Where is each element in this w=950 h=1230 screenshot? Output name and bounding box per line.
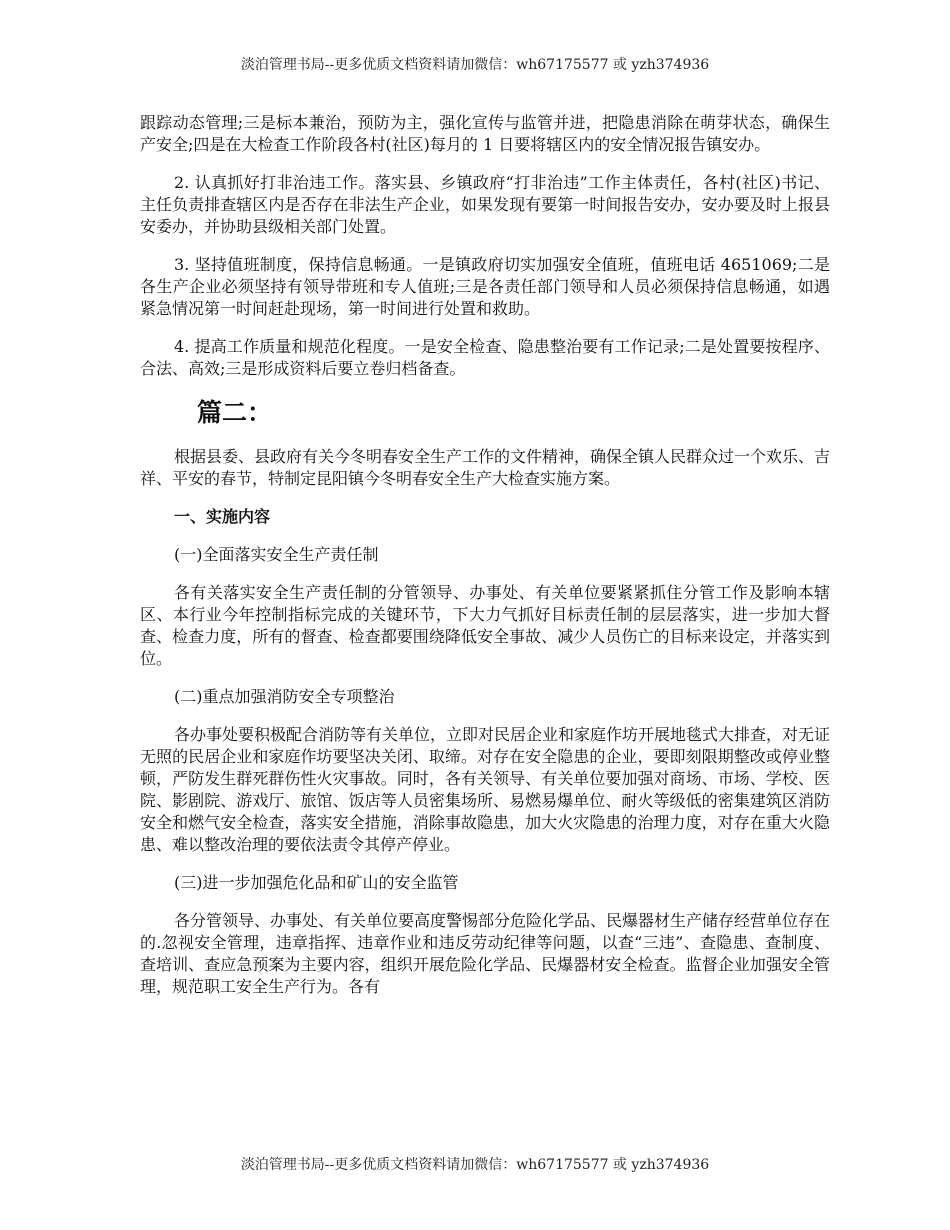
paragraph-3: 3. 坚持值班制度，保持信息畅通。一是镇政府切实加强安全值班，值班电话 4651069;二是各生产企业必须坚持有领导带班和专人值班;三是各责任部门领导和人员必须保持信息畅通，如遇紧急情况第一时间赶赴现场，第一时间进行处置和救助。 — [140, 255, 830, 318]
subheading-3: (三)进一步加强危化品和矿山的安全监管 — [174, 873, 459, 892]
chapter-heading: 篇二： — [197, 398, 273, 427]
section-heading: 一、实施内容 — [174, 507, 271, 526]
document-body — [140, 112, 830, 1014]
paragraph-7: 各办事处要积极配合消防等有关单位，立即对民居企业和家庭作坊开展地毯式大排查，对无证无照的民居企业和家庭作坊要坚决关闭、取缔。对存在安全隐患的企业，要即刻限期整改或停业整顿，严防发生群死群伤性火灾事故。同时，各有关领导、有关单位要加强对商场、市场、学校、医院、影剧院、游戏厅、旅馆、饭店等人员密集场所、易燃易爆单位、耐火等级低的密集建筑区消防安全和燃气安全检查，落实安全措施，消除事故隐患，加大火灾隐患的治理力度，对存在重大火隐患、难以整改治理的要依法责令其停产停业。 — [140, 725, 831, 854]
page-header: 淡泊管理书局--更多优质文档资料请加微信：wh67175577 或 yzh374936 — [240, 57, 710, 73]
subheading-2: (二)重点加强消防安全专项整治 — [174, 687, 395, 706]
paragraph-1: 跟踪动态管理;三是标本兼治，预防为主，强化宣传与监管并进，把隐患消除在萌芽状态，确保生产安全;四是在大检查工作阶段各村(社区)每月的 1 日要将辖区内的安全情况报告镇安办。 — [140, 113, 830, 154]
paragraph-6: 各有关落实安全生产责任制的分管领导、办事处、有关单位要紧紧抓住分管工作及影响本辖区、本行业今年控制指标完成的关键环节，下大力气抓好目标责任制的层层落实，进一步加大督查、检查力度，所有的督查、检查都要围绕降低安全事故、减少人员伤亡的目标来设定，并落实到位。 — [140, 583, 830, 668]
paragraph-4: 4. 提高工作质量和规范化程度。一是安全检查、隐患整治要有工作记录;二是处置要按程序、合法、高效;三是形成资料后要立卷归档备查。 — [140, 337, 830, 378]
page-footer: 淡泊管理书局--更多优质文档资料请加微信：wh67175577 或 yzh374936 — [240, 1157, 710, 1173]
paragraph-2: 2. 认真抓好打非治违工作。落实县、乡镇政府“打非治违”工作主体责任，各村(社区)书记、主任负责排查辖区内是否存在非法生产企业，如果发现有要第一时间报告安办，安办要及时上报县安委办，并协助县级相关部门处置。 — [140, 173, 830, 236]
paragraph-8: 各分管领导、办事处、有关单位要高度警惕部分危险化学品、民爆器材生产储存经营单位存在的.忽视安全管理，违章指挥、违章作业和违反劳动纪律等问题，以查“三违”、查隐患、查制度、查培训、查应急预案为主要内容，组织开展危险化学品、民爆器材安全检查。监督企业加强安全管理，规范职工安全生产行为。各有 — [140, 911, 831, 996]
paragraph-5: 根据县委、县政府有关今冬明春安全生产工作的文件精神，确保全镇人民群众过一个欢乐、吉祥、平安的春节，特制定昆阳镇今冬明春安全生产大检查实施方案。 — [140, 447, 831, 488]
subheading-1: (一)全面落实安全生产责任制 — [174, 545, 379, 564]
